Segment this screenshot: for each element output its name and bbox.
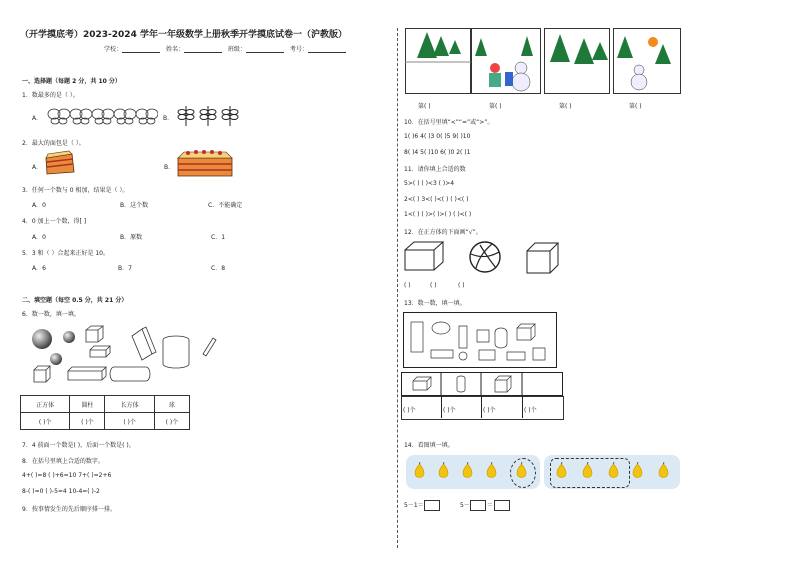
q11-stem: 11．请你填上合适的数 (404, 166, 466, 173)
exam-number-field[interactable] (308, 45, 346, 53)
large-cake-image (176, 148, 234, 178)
q12-answer-3[interactable]: ( ) (458, 282, 465, 289)
section1-heading: 一、选择题（每题 2 分，共 10 分） (22, 78, 121, 85)
q2-option-b[interactable]: B． (164, 164, 175, 171)
q14-eq1-answer-box[interactable] (424, 500, 440, 511)
table-header-sphere: 球 (154, 396, 189, 413)
table-cell-sphere-count[interactable]: ( )个 (154, 413, 189, 430)
q4-option-a[interactable]: A．0 (32, 234, 46, 241)
q14-equation-1 (404, 500, 440, 511)
exam-number-label: 考号： (289, 46, 308, 53)
scene-2-order[interactable]: 第( ) (489, 103, 502, 110)
q3-stem: 3．任何一个数与 0 相加，结果是（ ）。 (22, 187, 129, 194)
cuboid-image (404, 240, 444, 272)
q1-option-a[interactable]: A． (32, 115, 43, 122)
q14-eq2-text: 5－ (460, 502, 470, 509)
pear-icon (556, 462, 567, 478)
q5-option-c[interactable]: C．8 (211, 265, 226, 272)
q12-answer-2[interactable]: ( ) (430, 282, 437, 289)
table-header-cube: 正方体 (21, 396, 70, 413)
q4-stem: 4．0 加上一个数，得[ ] (22, 218, 87, 225)
q2-stem: 2．最大的面包是（ ）。 (22, 140, 85, 147)
q12-stem: 12．在正方体的下面画“√”。 (404, 229, 482, 236)
q4-option-c[interactable]: C．1 (211, 234, 226, 241)
pear-icon (462, 462, 473, 478)
q4-option-b[interactable]: B．原数 (120, 234, 143, 241)
pear-icon (486, 462, 497, 478)
dragonflies-image (176, 104, 242, 128)
ball-image (468, 240, 502, 274)
q10-row1[interactable]: 1( )6 4( )3 0( )5 9( )10 (404, 133, 471, 140)
q7-stem: 7．4 前面一个数是( )，后面一个数是( )。 (22, 442, 135, 449)
q8-row2[interactable]: 8-( )=0 ( )-5=4 10-4=( )-2 (22, 488, 100, 495)
scene-4-image (613, 28, 681, 94)
q11-row2[interactable]: 2<( ) 3<( )<( ) ( )<( ) (404, 196, 469, 203)
q3-option-a[interactable]: A．0 (32, 202, 46, 209)
q14-eq2-box-2[interactable] (494, 500, 510, 511)
q11-row1[interactable]: 5>( ) ( )<3 ( )>4 (404, 180, 455, 187)
scene-1-order[interactable]: 第( ) (418, 103, 431, 110)
scene-3-image (544, 28, 610, 94)
q1-option-b[interactable]: B． (163, 115, 174, 122)
q8-stem: 8．在括号里填上合适的数字。 (22, 458, 104, 465)
q9-stem: 9．按事情发生的先后顺序排一排。 (22, 506, 116, 513)
solid-shapes-image (28, 324, 226, 386)
q10-stem: 10．在括号里填“<”“=”或“>”。 (404, 119, 494, 126)
q6-count-table (20, 395, 190, 430)
q5-option-a[interactable]: A．6 (32, 265, 46, 272)
table-cell-cylinder-count[interactable]: ( )个 (70, 413, 105, 430)
small-cake-image (44, 150, 76, 176)
q2-option-a[interactable]: A． (32, 164, 43, 171)
column-divider (397, 28, 398, 548)
butterflies-image (46, 105, 158, 127)
page-title: （开学摸底考）2023-2024 学年一年级数学上册秋季开学摸底试卷一（沪教版） (20, 30, 347, 40)
school-label: 学校： (104, 46, 123, 53)
q3-option-c[interactable]: C．不能确定 (208, 202, 243, 209)
q6-stem: 6．数一数，填一填。 (22, 311, 80, 318)
q14-equation-2: 5－ ＝ (460, 500, 510, 511)
pear-icon (582, 462, 593, 478)
q5-option-b[interactable]: B．7 (118, 265, 132, 272)
name-field[interactable] (184, 45, 222, 53)
table-cell-cuboid-count[interactable]: ( )个 (105, 413, 154, 430)
section2-heading: 二、填空题（每空 0.5 分，共 21 分） (22, 297, 128, 304)
name-label: 姓名： (165, 46, 184, 53)
pear-icon (608, 462, 619, 478)
class-label: 班级： (227, 46, 246, 53)
q12-answer-1[interactable]: ( ) (404, 282, 411, 289)
table-header-cylinder: 圆柱 (70, 396, 105, 413)
q13-cell-cuboid[interactable]: ( )个 (403, 407, 416, 414)
q13-shapes-image (403, 312, 557, 368)
scene-1-image (405, 28, 471, 94)
q13-cell-cube[interactable]: ( )个 (483, 407, 496, 414)
table-cell-cube-count[interactable]: ( )个 (21, 413, 70, 430)
q10-row2[interactable]: 8( )4 5( )10 6( )0 2( )1 (404, 149, 471, 156)
cube-image (526, 242, 560, 274)
q11-row3[interactable]: 1<( ) ( )>( )>( ) ( )<( ) (404, 211, 472, 218)
q13-cell-sphere[interactable]: ( )个 (524, 407, 537, 414)
q14-eq2-box-1[interactable] (470, 500, 486, 511)
pear-icon (658, 462, 669, 478)
student-info-row (104, 44, 346, 53)
q14-eq1-text: 5－1＝ (404, 502, 424, 509)
pear-icon (632, 462, 643, 478)
class-field[interactable] (246, 45, 284, 53)
table-header-cuboid: 长方体 (105, 396, 154, 413)
q13-stem: 13．数一数，填一填。 (404, 300, 466, 307)
q14-stem: 14．看图填一填。 (404, 442, 454, 449)
q3-option-b[interactable]: B．这个数 (120, 202, 149, 209)
pear-icon (414, 462, 425, 478)
school-field[interactable] (122, 45, 160, 53)
scene-2-image (471, 28, 541, 94)
q8-row1[interactable]: 4+( )=8 ( )+6=10 7+( )=2+6 (22, 472, 112, 479)
scene-3-order[interactable]: 第( ) (559, 103, 572, 110)
q13-header-shapes (401, 372, 563, 396)
q5-stem: 5．3 和（ ）合起来正好是 10。 (22, 250, 109, 257)
scene-4-order[interactable]: 第( ) (629, 103, 642, 110)
q13-cell-cylinder[interactable]: ( )个 (443, 407, 456, 414)
pear-icon (516, 462, 527, 478)
q1-stem: 1．数最多的是（ ）。 (22, 92, 79, 99)
pear-icon (438, 462, 449, 478)
